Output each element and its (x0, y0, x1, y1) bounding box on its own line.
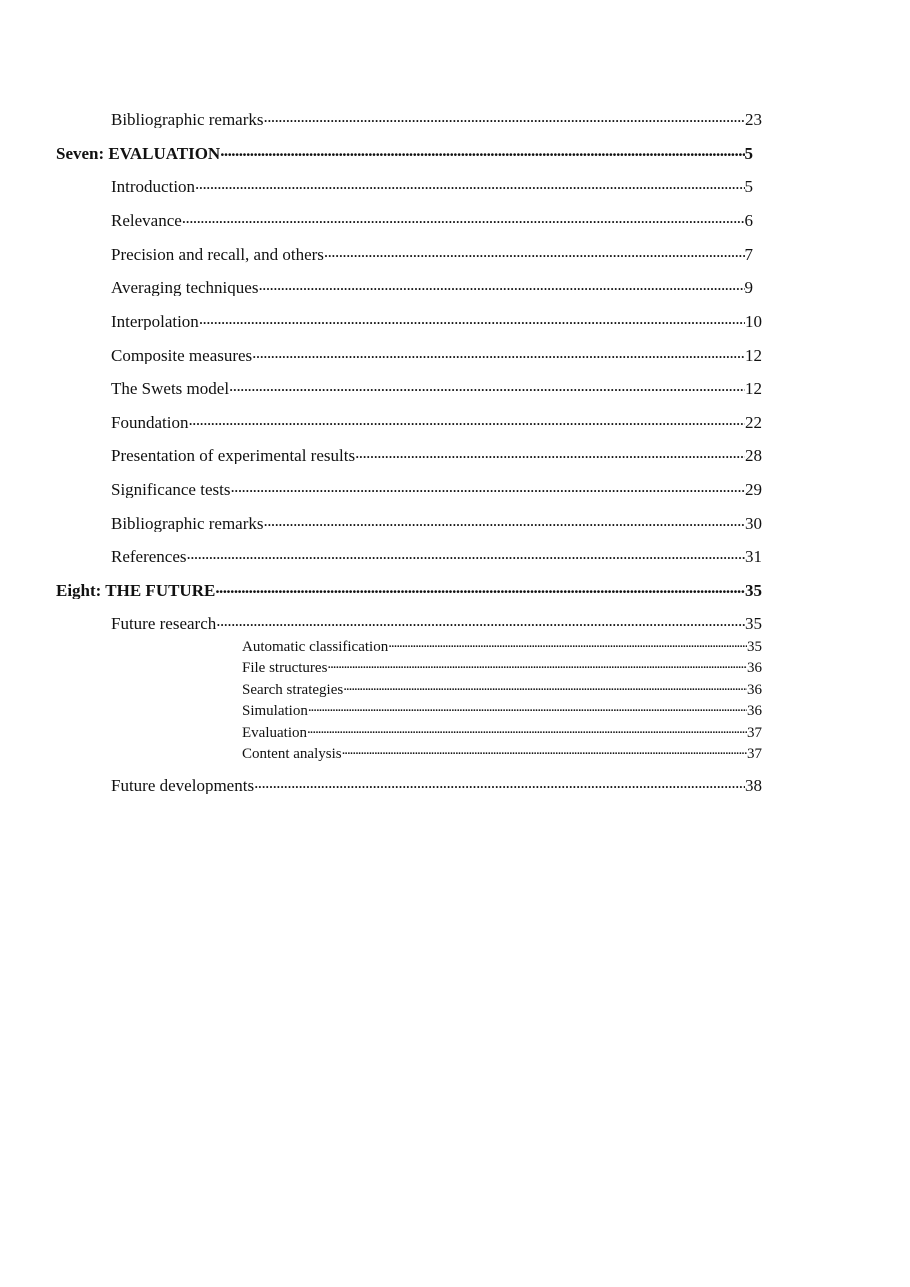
toc-entry-page: 38 (745, 776, 762, 794)
dot-leader (229, 377, 745, 394)
toc-entry-page: 28 (745, 446, 762, 464)
toc-entry (111, 512, 762, 532)
toc-entry-page: 6 (744, 211, 753, 229)
toc-entry (111, 108, 762, 128)
toc-subentry (242, 657, 762, 676)
toc-subentry-title: Search strategies (242, 682, 344, 698)
toc-entry-page: 10 (745, 312, 762, 330)
dot-leader (388, 636, 747, 651)
toc-subentry (242, 679, 762, 698)
toc-entry (111, 344, 762, 364)
dot-leader (188, 411, 745, 428)
toc-entry (111, 411, 762, 431)
toc-entry-title: Foundation (111, 413, 189, 431)
toc-entry-title: Future research (111, 614, 217, 632)
toc-entry (111, 209, 753, 229)
toc-entry-page: 23 (745, 110, 762, 128)
dot-leader (355, 444, 745, 461)
dot-leader (258, 276, 744, 293)
toc-subentry-title: Evaluation (242, 725, 307, 741)
toc-subentry-page: 37 (747, 725, 762, 741)
toc-entry (111, 478, 762, 498)
dot-leader (308, 700, 747, 715)
toc-entry-title: Introduction (111, 177, 196, 195)
toc-subentry-page: 37 (747, 746, 762, 762)
toc-subentry-title: File structures (242, 660, 328, 676)
dot-leader (230, 478, 745, 495)
toc-entry-page: 35 (745, 614, 762, 632)
toc-entry-title: Precision and recall, and others (111, 245, 324, 263)
toc-entry (111, 276, 753, 296)
toc-chapter-title: Eight: THE FUTURE (56, 581, 216, 599)
dot-leader (252, 344, 745, 361)
dot-leader (264, 512, 746, 529)
dot-leader (342, 743, 747, 758)
dot-leader (215, 579, 745, 596)
dot-leader (216, 612, 745, 629)
toc-entry-page: 12 (745, 379, 762, 397)
dot-leader (199, 310, 745, 327)
toc-subentry-title: Content analysis (242, 746, 342, 762)
dot-leader (324, 243, 745, 260)
toc-entry-page: 30 (745, 514, 762, 532)
toc-subentry-title: Automatic classification (242, 639, 389, 655)
toc-subentry-page: 36 (747, 703, 762, 719)
dot-leader (182, 209, 745, 226)
toc-subentry (242, 743, 762, 762)
toc-subentry (242, 722, 762, 741)
toc-subentry (242, 636, 762, 655)
dot-leader (220, 142, 744, 159)
toc-chapter-page: 5 (744, 144, 753, 162)
toc-entry (111, 612, 762, 632)
toc-entry-title: Bibliographic remarks (111, 110, 264, 128)
dot-leader (327, 657, 747, 672)
toc-entry (111, 175, 753, 195)
toc-entry-page: 7 (744, 245, 753, 263)
toc-entry-title: Presentation of experimental results (111, 446, 356, 464)
dot-leader (343, 679, 747, 694)
dot-leader (195, 175, 744, 192)
toc-entry-title: References (111, 547, 187, 565)
toc-entry-title: Interpolation (111, 312, 199, 330)
toc-subentry (242, 700, 762, 719)
toc-subentry-title: Simulation (242, 703, 308, 719)
toc-entry-title: Averaging techniques (111, 278, 259, 296)
toc-entry-title: Future developments (111, 776, 255, 794)
toc-entry-title: Significance tests (111, 480, 231, 498)
toc-entry (111, 310, 762, 330)
toc-entry-title: Bibliographic remarks (111, 514, 264, 532)
toc-entry-page: 12 (745, 346, 762, 364)
toc-subentry-page: 35 (747, 639, 762, 655)
toc-entry (111, 377, 762, 397)
toc-entry-page: 22 (745, 413, 762, 431)
toc-chapter (56, 579, 762, 599)
toc-chapter-title: Seven: EVALUATION (56, 144, 221, 162)
toc-entry (111, 545, 762, 565)
toc-chapter-page: 35 (745, 581, 762, 599)
toc-entry-page: 9 (744, 278, 753, 296)
toc-entry-page: 29 (745, 480, 762, 498)
toc-entry (111, 444, 762, 464)
dot-leader (187, 545, 745, 562)
toc-entry-title: Composite measures (111, 346, 253, 364)
toc-entry-page: 5 (744, 177, 753, 195)
toc-subentry-page: 36 (747, 660, 762, 676)
toc-entry (111, 243, 753, 263)
toc-entry-title: The Swets model (111, 379, 230, 397)
dot-leader (264, 108, 746, 125)
dot-leader (307, 722, 747, 737)
toc-entry (111, 774, 762, 794)
toc-chapter (56, 142, 753, 162)
toc-entry-page: 31 (745, 547, 762, 565)
toc-entry-title: Relevance (111, 211, 182, 229)
dot-leader (254, 774, 745, 791)
toc-subentry-page: 36 (747, 682, 762, 698)
